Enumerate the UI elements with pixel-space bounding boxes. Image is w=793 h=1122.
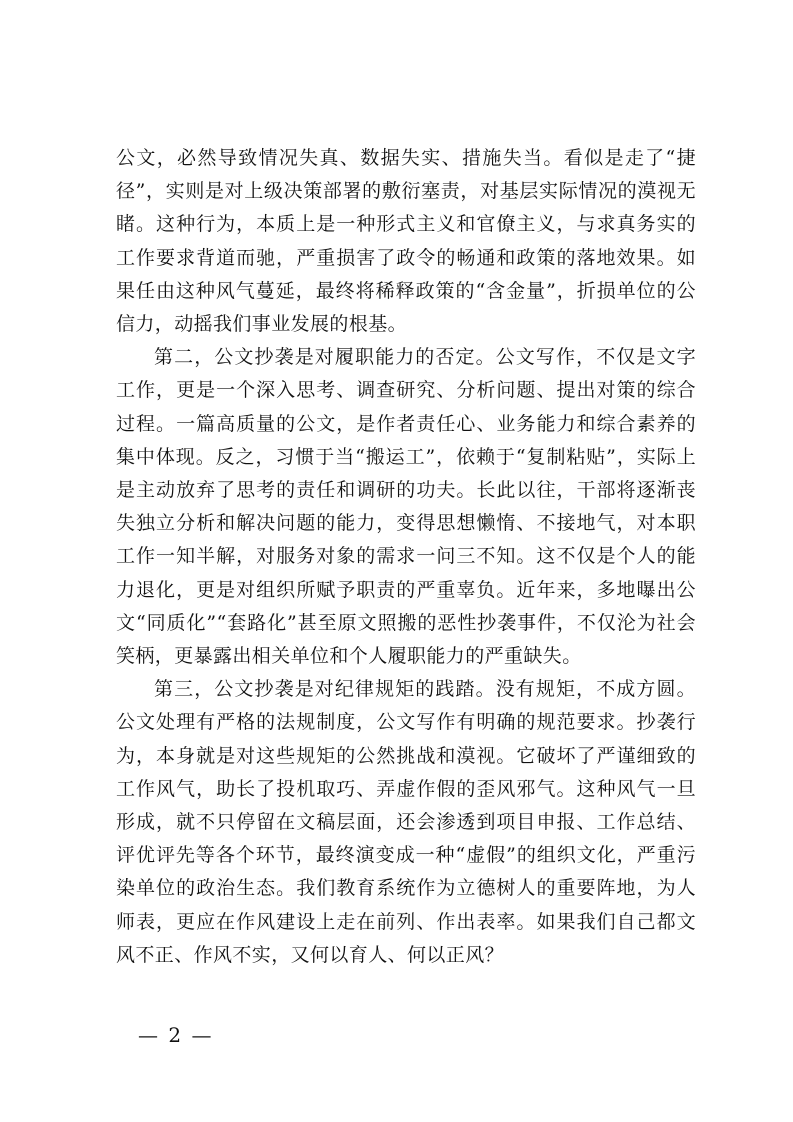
body-text	[116, 142, 696, 972]
paragraph-continuation: 公文，必然导致情况失真、数据失实、措施失当。看似是走了“捷径”，实则是对上级决策部署的敷衍塞责，对基层实际情况的漠视无睹。这种行为，本质上是一种形式主义和官僚主义，与求真务实的工作要求背道而驰，严重损害了政令的畅通和政策的落地效果。如果任由这种风气蔓延，最终将稀释政策的“含金量”，折损单位的公信力，动摇我们事业发展的根基。	[116, 147, 696, 336]
page-number: — 2 —	[138, 1023, 214, 1047]
paragraph-third-point: 第三，公文抄袭是对纪律规矩的践踏。没有规矩，不成方圆。公文处理有严格的法规制度，公文写作有明确的规范要求。抄袭行为，本身就是对这些规矩的公然挑战和漠视。它破坏了严谨细致的工作风气，助长了投机取巧、弄虚作假的歪风邪气。这种风气一旦形成，就不只停留在文稿层面，还会渗透到项目申报、工作总结、评优评先等各个环节，最终演变成一种“虚假”的组织文化，严重污染单位的政治生态。我们教育系统作为立德树人的重要阵地，为人师表，更应在作风建设上走在前列、作出表率。如果我们自己都文风不正、作风不实，又何以育人、何以正风？	[116, 678, 696, 966]
paragraph-second-point: 第二，公文抄袭是对履职能力的否定。公文写作，不仅是文字工作，更是一个深入思考、调查研究、分析问题、提出对策的综合过程。一篇高质量的公文，是作者责任心、业务能力和综合素养的集中体现。反之，习惯于当“搬运工”，依赖于“复制粘贴”，实际上是主动放弃了思考的责任和调研的功夫。长此以往，干部将逐渐丧失独立分析和解决问题的能力，变得思想懒惰、不接地气，对本职工作一知半解，对服务对象的需求一问三不知。这不仅是个人的能力退化，更是对组织所赋予职责的严重辜负。近年来，多地曝出公文“同质化”“套路化”甚至原文照搬的恶性抄袭事件，不仅沦为社会笑柄，更暴露出相关单位和个人履职能力的严重缺失。	[116, 346, 696, 668]
